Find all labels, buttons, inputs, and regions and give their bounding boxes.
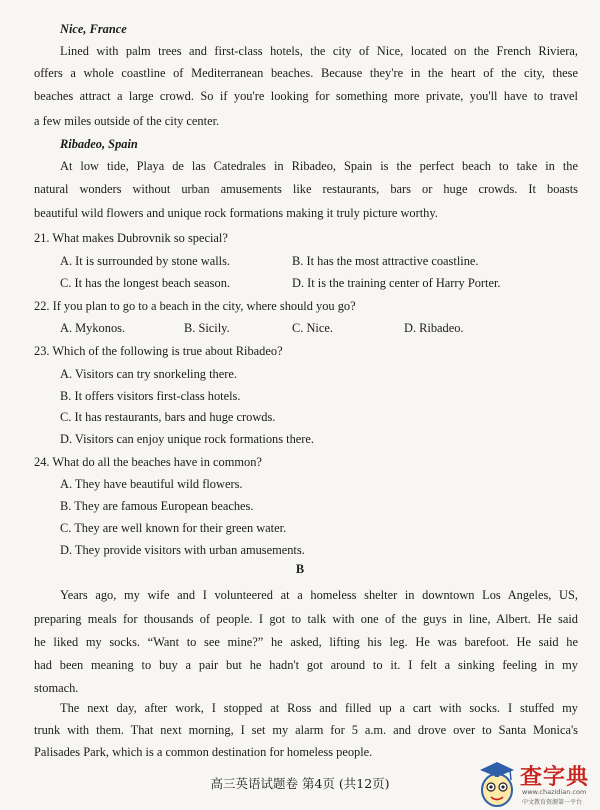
q21-option-d: D. It is the training center of Harry Porter. [292, 276, 501, 290]
ribadeo-line-2: natural wonders without urban amusements like restaurants, bars or huge crowds. It boasts [34, 182, 578, 196]
b-para1-line-4: had been meaning to buy a pair but he hadn't got around to it. I felt a sinking feeling in my [34, 658, 578, 672]
question-24: 24. What do all the beaches have in common? [34, 455, 262, 469]
q23-option-d: D. Visitors can enjoy unique rock formations there. [60, 432, 315, 446]
q21-option-b: B. It has the most attractive coastline. [292, 254, 479, 268]
b-para2-line-1: The next day, after work, I stopped at Ross and filled up a cart with socks. I stuffed my [60, 701, 578, 715]
logo-url[interactable]: www.chazidian.com [522, 788, 587, 796]
site-logo [474, 756, 600, 810]
q24-option-d: D. They provide visitors with urban amusements. [60, 543, 305, 557]
mascot-icon [474, 756, 520, 810]
q23-option-c: C. It has restaurants, bars and huge crowds. [60, 410, 276, 424]
nice-line-3: beaches attract a large crowd. So if you're looking for something more private, you'll have to travel [34, 89, 578, 103]
b-para1-line-5: stomach. [34, 681, 79, 695]
b-para2-line-2: trunk with them. That next morning, I set my alarm for 5 a.m. and drove over to Santa Monica's [34, 723, 578, 737]
ribadeo-line-3: beautiful wild flowers and unique rock formations making it truly picture worthy. [34, 206, 438, 220]
ribadeo-line-1: At low tide, Playa de las Catedrales in Ribadeo, Spain is the perfect beach to take in the [60, 159, 578, 173]
q22-option-c: C. Nice. [292, 321, 333, 335]
heading-nice: Nice, France [60, 22, 127, 36]
q23-option-a: A. Visitors can try snorkeling there. [60, 367, 237, 381]
q24-option-c: C. They are well known for their green water. [60, 521, 287, 535]
b-para1-line-3: he liked my socks. “Want to see mine?” he asked, lifting his leg. He was barefoot. He said he [34, 635, 578, 649]
q24-option-b: B. They are famous European beaches. [60, 499, 254, 513]
logo-name: 查字典 [520, 765, 590, 790]
nice-line-1: Lined with palm trees and first-class hotels, the city of Nice, located on the French Riviera, [60, 44, 578, 58]
question-22: 22. If you plan to go to a beach in the city, where should you go? [34, 299, 356, 313]
question-23: 23. Which of the following is true about Ribadeo? [34, 344, 283, 358]
b-para1-line-1: Years ago, my wife and I volunteered at a homeless shelter in downtown Los Angeles, US, [60, 588, 578, 602]
q22-option-b: B. Sicily. [184, 321, 230, 335]
b-para1-line-2: preparing meals for thousands of people. I got to talk with one of the guys in line, Albert. He said [34, 612, 578, 626]
nice-line-4: a few miles outside of the city center. [34, 114, 220, 128]
q22-option-a: A. Mykonos. [60, 321, 126, 335]
logo-tagline: 中文教育资源第一平台 [522, 799, 583, 806]
q21-option-c: C. It has the longest beach season. [60, 276, 230, 290]
page-footer: 高三英语试题卷 第4页 (共12页) [210, 776, 390, 791]
nice-line-2: offers a whole coastline of Mediterranean beaches. Because they're in the heart of the city, these [34, 66, 578, 80]
question-21: 21. What makes Dubrovnik so special? [34, 231, 228, 245]
b-para2-line-3: Palisades Park, which is a common destination for homeless people. [34, 745, 373, 759]
q21-option-a: A. It is surrounded by stone walls. [60, 254, 231, 268]
section-b-label: B [295, 562, 305, 576]
q23-option-b: B. It offers visitors first-class hotels. [60, 389, 241, 403]
q24-option-a: A. They have beautiful wild flowers. [60, 477, 243, 491]
q22-option-d: D. Ribadeo. [404, 321, 464, 335]
heading-ribadeo: Ribadeo, Spain [60, 137, 138, 151]
